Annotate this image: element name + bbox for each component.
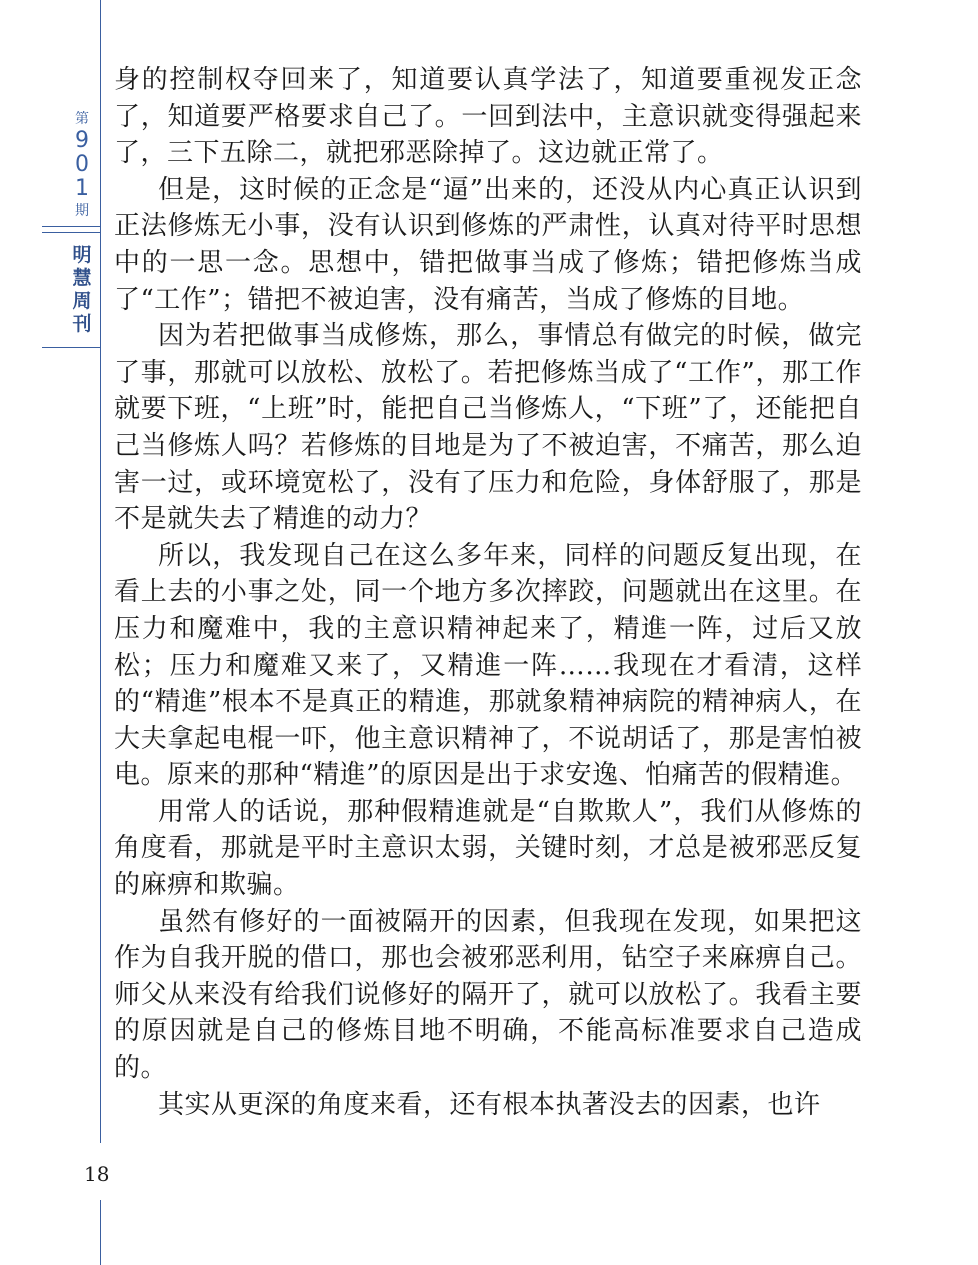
paragraph: 身的控制权夺回来了，知道要认真学法了，知道要重视发正念了，知道要严格要求自己了。一回到法中，主意识就变得强起来了，三下五除二，就把邪恶除掉了。这边就正常了。: [114, 65, 862, 169]
issue-digit: 0: [75, 152, 89, 177]
paragraph: 所以，我发现自己在这么多年来，同样的问题反复出现，在看上去的小事之处，同一个地方多次摔跤，问题就出在这里。在压力和魔难中，我的主意识精神起来了，精進一阵，过后又放松；压力和魔难又来了，又精進一阵……我现在才看清，这样的“精進”根本不是真正的精進，那就象精神病院的精神病人，在大夫拿起电棍一吓，他主意识精神了，不说胡话了，那是害怕被电。原来的那种“精進”的原因是出于求安逸、怕痛苦的假精進。: [114, 540, 862, 791]
article-body: [114, 62, 862, 1123]
magazine-title-char: 明: [72, 244, 92, 266]
sidebar-divider: [42, 232, 100, 233]
sidebar-divider: [42, 347, 100, 348]
paragraph: 用常人的话说，那种假精進就是“自欺欺人”，我们从修炼的角度看，那就是平时主意识太弱，关键时刻，才总是被邪恶反复的麻痹和欺骗。: [114, 796, 862, 901]
magazine-title-char: 刊: [72, 313, 92, 335]
paragraph: 虽然有修好的一面被隔开的因素，但我现在发现，如果把这作为自我开脱的借口，那也会被邪恶利用，钻空子来麻痹自己。师父从来没有给我们说修好的隔开了，就可以放松了。我看主要的原因就是自己的修炼目地不明确，不能高标准要求自己造成的。: [114, 906, 862, 1084]
issue-number: [62, 108, 102, 222]
issue-digit: 9: [75, 128, 89, 153]
paragraph: 但是，这时候的正念是“逼”出来的，还没从内心真正认识到正法修炼无小事，没有认识到修炼的严肃性，认真对待平时思想中的一思一念。思想中，错把做事当成了修炼；错把修炼当成了“工作”；错把不被迫害，没有痛苦，当成了修炼的目地。: [114, 174, 862, 315]
issue-prefix: 第: [75, 111, 89, 127]
sidebar-divider: [42, 226, 100, 227]
issue-digit: 1: [75, 176, 89, 201]
magazine-title-char: 慧: [72, 267, 92, 289]
issue-suffix: 期: [75, 203, 89, 219]
page-number: 18: [84, 1162, 110, 1186]
paragraph: 因为若把做事当成修炼，那么，事情总有做完的时候，做完了事，那就可以放松、放松了。若把修炼当成了“工作”，那工作就要下班，“上班”时，能把自己当修炼人，“下班”了，还能把自己当修炼人吗？若修炼的目地是为了不被迫害，不痛苦，那么迫害一过，或环境宽松了，没有了压力和危险，身体舒服了，那是不是就失去了精進的动力？: [114, 321, 862, 535]
paragraph: 其实从更深的角度来看，还有根本执著没去的因素，也许: [158, 1089, 821, 1120]
left-margin-rule-lower: [100, 1200, 101, 1265]
magazine-title: [62, 244, 102, 336]
magazine-title-char: 周: [72, 290, 92, 312]
